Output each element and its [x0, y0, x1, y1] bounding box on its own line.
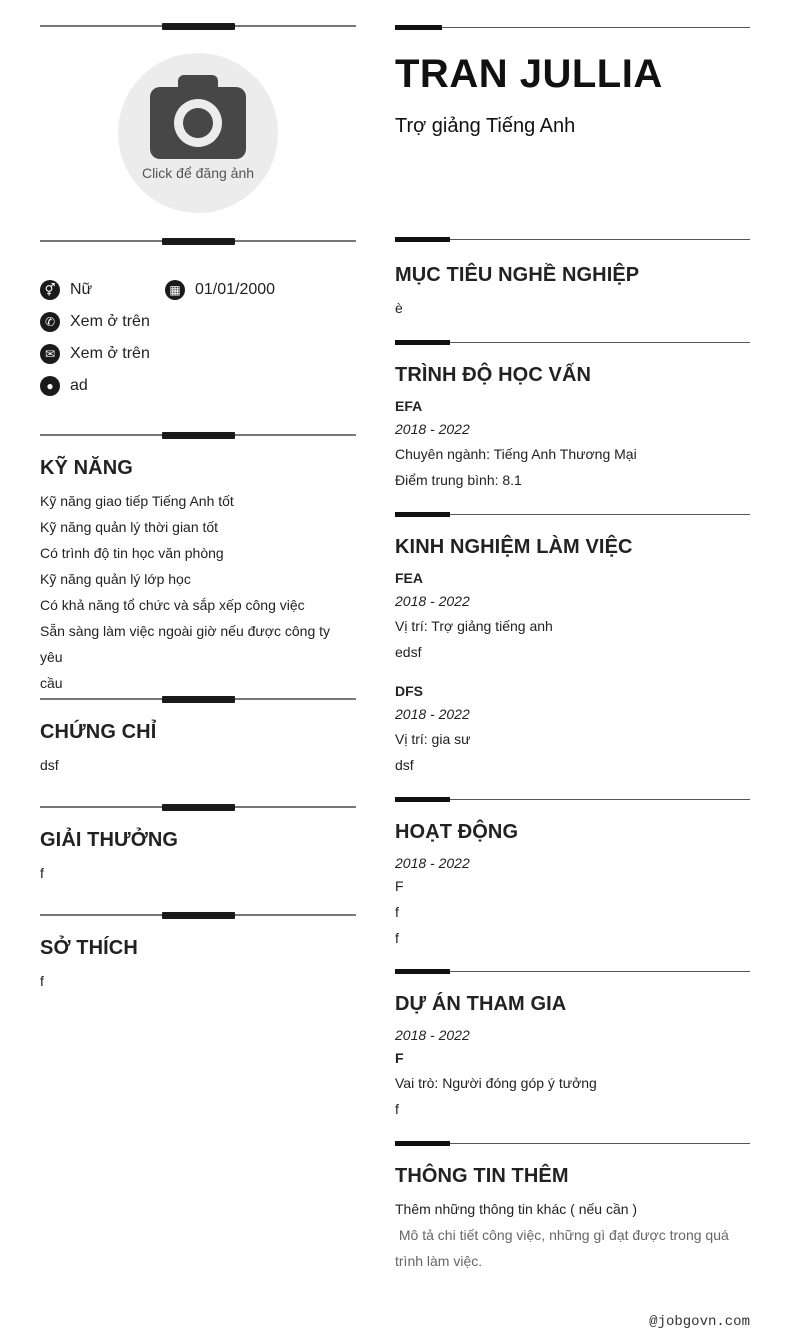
activity-line: F: [395, 878, 404, 894]
job-company: DFS: [395, 683, 423, 699]
job-company: FEA: [395, 570, 423, 586]
divider: [40, 22, 356, 30]
skill-item: Có khả năng tổ chức và sắp xếp công việc: [40, 597, 305, 613]
certificates-title: CHỨNG CHỈ: [40, 721, 157, 743]
birthday-value: 01/01/2000: [195, 281, 276, 298]
phone-icon: ✆: [40, 312, 60, 332]
gender-icon: ⚥: [40, 280, 60, 300]
education-title: TRÌNH ĐỘ HỌC VẤN: [395, 364, 592, 386]
education-major: Chuyên ngành: Tiếng Anh Thương Mại: [395, 446, 637, 462]
divider: [395, 512, 750, 518]
divider: [395, 340, 750, 346]
skills-list: [40, 488, 356, 696]
education-gpa: Điểm trung bình: 8.1: [395, 472, 522, 488]
job-description: edsf: [395, 644, 422, 660]
activity-line: f: [395, 904, 399, 920]
job-position: Vị trí: Trợ giảng tiếng anh: [395, 618, 553, 634]
divider: [40, 803, 356, 811]
candidate-position: Trợ giảng Tiếng Anh: [395, 115, 576, 137]
camera-icon: [150, 75, 246, 159]
hobbies-title: SỞ THÍCH: [40, 937, 138, 959]
awards-title: GIẢI THƯỞNG: [40, 829, 179, 851]
experience-title: KINH NGHIỆM LÀM VIỆC: [395, 536, 633, 558]
email-icon: ✉: [40, 344, 60, 364]
hobbies-text: f: [40, 973, 44, 989]
skills-title: KỸ NĂNG: [40, 457, 133, 479]
activities-title: HOẠT ĐỘNG: [395, 821, 519, 843]
objective-text: è: [395, 300, 403, 316]
email-value: Xem ở trên: [70, 345, 150, 362]
education-school: EFA: [395, 398, 423, 414]
project-period: 2018 - 2022: [395, 1027, 470, 1043]
project-name: F: [395, 1050, 404, 1066]
divider: [395, 25, 750, 31]
activity-line: f: [395, 930, 399, 946]
location-icon: ●: [40, 376, 60, 396]
birthday-row: [165, 279, 275, 301]
calendar-icon: ▦: [165, 280, 185, 300]
activities-lines: [395, 873, 404, 951]
divider: [395, 797, 750, 803]
photo-caption: Click để đăng ảnh: [141, 165, 255, 181]
projects-title: DỰ ÁN THAM GIA: [395, 993, 567, 1015]
job-period: 2018 - 2022: [395, 706, 470, 722]
job-position: Vị trí: gia sư: [395, 731, 471, 747]
divider: [395, 969, 750, 975]
skill-item: Kỹ năng quản lý lớp học: [40, 571, 191, 587]
additional-line1: Thêm những thông tin khác ( nếu cần ): [395, 1201, 638, 1217]
address-row: [40, 375, 88, 397]
activities-period: 2018 - 2022: [395, 855, 470, 871]
phone-row: [40, 311, 150, 333]
divider: [395, 1141, 750, 1147]
email-row: [40, 343, 150, 365]
skill-item: Kỹ năng giao tiếp Tiếng Anh tốt: [40, 493, 234, 509]
additional-title: THÔNG TIN THÊM: [395, 1165, 569, 1187]
certificates-text: dsf: [40, 757, 59, 773]
gender-value: Nữ: [70, 281, 93, 298]
project-role: Vai trò: Người đóng góp ý tưởng: [395, 1075, 597, 1091]
phone-value: Xem ở trên: [70, 313, 150, 330]
objective-title: MỤC TIÊU NGHỀ NGHIỆP: [395, 264, 640, 286]
divider: [395, 237, 750, 243]
candidate-name: TRAN JULLIA: [395, 52, 663, 96]
divider: [40, 237, 356, 245]
profile-photo-upload[interactable]: [118, 53, 278, 213]
divider: [40, 431, 356, 439]
skill-item: Kỹ năng quản lý thời gian tốt: [40, 519, 219, 535]
awards-text: f: [40, 865, 44, 881]
education-period: 2018 - 2022: [395, 421, 470, 437]
divider: [40, 695, 356, 703]
divider: [40, 911, 356, 919]
job-period: 2018 - 2022: [395, 593, 470, 609]
additional-line2: Mô tả chi tiết công việc, những gì đạt được trong quá: [395, 1227, 729, 1243]
skill-item: Có trình độ tin học văn phòng: [40, 545, 224, 561]
gender-row: [40, 279, 92, 301]
watermark: @jobgovn.com: [649, 1314, 750, 1330]
job-description: dsf: [395, 757, 414, 773]
skill-item: cầu: [40, 675, 63, 691]
additional-line3: trình làm việc.: [395, 1253, 483, 1269]
address-value: ad: [70, 377, 88, 394]
skill-item: Sẵn sàng làm việc ngoài giờ nếu được công ty yêu: [40, 623, 331, 665]
project-description: f: [395, 1101, 399, 1117]
